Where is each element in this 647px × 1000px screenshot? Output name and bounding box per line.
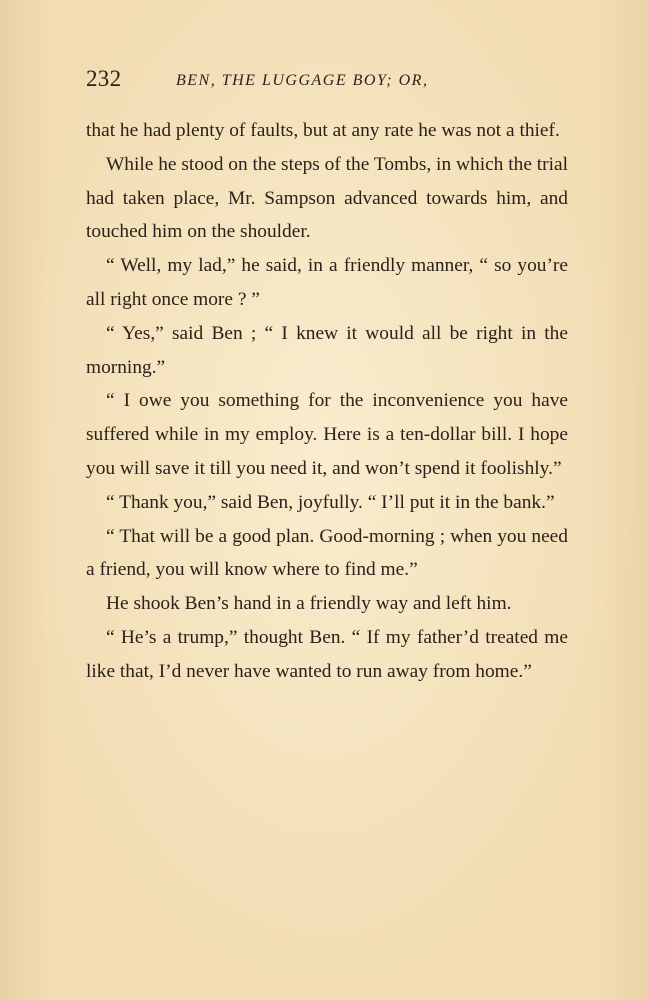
paragraph-handshake: He shook Ben’s hand in a friendly way and left him. <box>106 593 512 615</box>
body-text <box>86 114 568 689</box>
paragraph-tombs-steps: While he stood on the steps of the Tombs, in which the trial had taken place, Mr. Sampson advanced towards him, and touched him on the shoulder. <box>86 153 568 243</box>
paragraph-sampson-greeting: “ Well, my lad,” he said, in a friendly manner, “ so you’re all right once more ? ” <box>86 255 568 310</box>
paragraph-good-plan: “ That will be a good plan. Good-morning ; when you need a friend, you will know where to find me.” <box>86 525 568 581</box>
running-head <box>86 66 568 98</box>
paragraph-ben-reply: “ Yes,” said Ben ; “ I knew it would all be right in the morning.” <box>86 322 568 378</box>
paragraph-continuation: that he had plenty of faults, but at any rate he was not a thief. <box>86 120 560 141</box>
paragraph-trump: “ He’s a trump,” thought Ben. “ If my father’d treated me like that, I’d never have wanted to run away from home.” <box>86 626 568 682</box>
running-head-title: BEN, THE LUGGAGE BOY; OR, <box>176 72 429 89</box>
page-number: 232 <box>86 66 122 91</box>
paragraph-ten-dollar-bill: “ I owe you something for the inconvenience you have suffered while in my employ. Here is a ten-dollar bill. I hope you will save it till you need it, and won’t spend it foolishly.” <box>86 390 568 479</box>
paragraph-thank-you: “ Thank you,” said Ben, joyfully. “ I’ll put it in the bank.” <box>106 491 555 513</box>
